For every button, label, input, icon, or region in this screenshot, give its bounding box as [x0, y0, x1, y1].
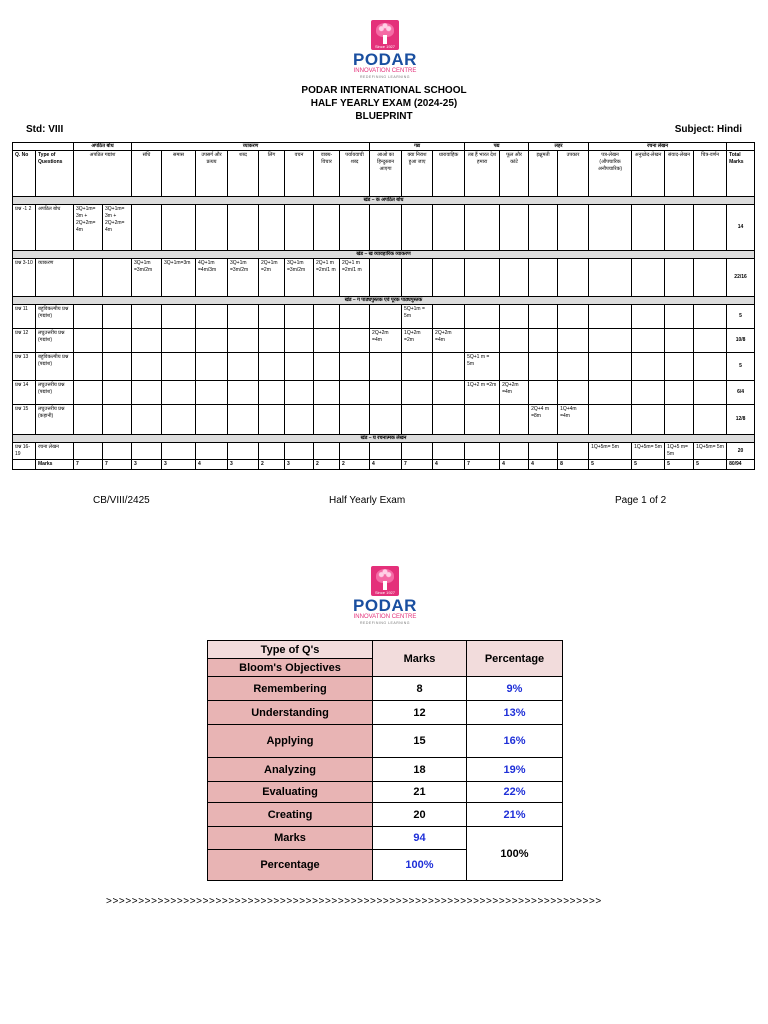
exam-name: HALF YEARLY EXAM (2024-25) — [310, 98, 458, 109]
document-titles — [0, 84, 768, 123]
marks-total-row: Marks 94 100% — [208, 827, 563, 850]
school-name: PODAR INTERNATIONAL SCHOOL — [301, 85, 467, 96]
col-gadya-3: धारावाहिक — [433, 151, 465, 197]
col-anuchhed: अनुच्छेद-लेखन — [632, 151, 665, 197]
col-padya-1: तब हैं भारत देश हमारा — [465, 151, 500, 197]
blooms-table — [207, 640, 563, 881]
col-type: Type of Questions — [36, 151, 74, 197]
blueprint-table — [12, 142, 755, 470]
col-shabd: शब्द — [228, 151, 259, 197]
doc-type: BLUEPRINT — [355, 111, 413, 122]
table-row: Creating 20 21% — [208, 803, 563, 827]
group-apathit: अपठित बोध — [74, 143, 132, 151]
col-upsarg: उपसर्ग और प्रत्यय — [196, 151, 228, 197]
footer-exam: Half Yearly Exam — [329, 495, 406, 506]
col-paryay: पर्यायवाची शब्द — [340, 151, 370, 197]
table-row: प्रश्न 15 लघुउत्तरीय प्रश्न (कहानी) 2Q+4 m =8m 1Q+4m =4m 12/8 — [13, 405, 755, 435]
marks-row: Marks 7 7 3 3 4 3 2 3 2 2 4 7 4 7 4 4 8 5 5 5 5 80/94 — [13, 460, 755, 470]
school-logo — [340, 566, 430, 626]
col-patra: पत्र-लेखन (औपचारिक अनौपचारिक) — [589, 151, 632, 197]
logo-sub: INNOVATION CENTRE — [353, 614, 417, 620]
group-rachna: रचना लेखन — [589, 143, 727, 151]
table-row: प्रश्न 13 बहुविकल्पीय प्रश्न (पद्यांश) 5Q+1 m = 5m 5 — [13, 353, 755, 381]
col-apathit-gadyansh: अपठित गद्यांश — [74, 151, 132, 197]
subject-label: Subject: Hindi — [674, 124, 742, 135]
table-row: प्रश्न 11 बहुविकल्पीय प्रश्न (गद्यांश) 5Q+1m = 5m 5 — [13, 305, 755, 329]
school-logo — [340, 20, 430, 80]
percentage-total-row: Percentage 100% — [208, 850, 563, 881]
table-row: Applying 15 16% — [208, 725, 563, 758]
logo-name: PODAR — [353, 596, 417, 615]
table-row: प्रश्न 3-10 व्याकरण 3Q+1m =3m/2m 3Q+1m=3m 4Q+1m =4m/3m 3Q+1m =3m/2m 2Q+1m =2m 3Q+1m =3m/2m 2Q+1 m =2m/1 m 2Q+1 m =2m/1 m 22/16 — [13, 259, 755, 297]
col-samas: समास — [162, 151, 196, 197]
col-padya-2: फूल और कांटे — [500, 151, 529, 197]
section-b: खंड – ख व्यावहारिक व्याकरण — [13, 251, 755, 259]
tree-icon: Since 1927 — [371, 566, 399, 596]
std-label: Std: VIII — [26, 124, 64, 135]
divider-arrows: >>>>>>>>>>>>>>>>>>>>>>>>>>>>>>>>>>>>>>>>>>>>>>>>>>>>>>>>>>>>>>>>>>>>>>>>>>>>> — [106, 896, 602, 907]
col-total: Total Marks — [727, 151, 755, 197]
section-c: खंड – ग पाठ्यपुस्तक एवं पूरक पाठ्यपुस्तक — [13, 297, 755, 305]
col-chitra: चित्र-वर्णन — [694, 151, 727, 197]
table-row: प्रश्न 14 लघुउत्तरीय प्रश्न (पद्यांश) 1Q+2 m =2m 2Q+2m =4m 6/4 — [13, 381, 755, 405]
group-gadya: गद्य — [370, 143, 465, 151]
table-row: प्रश्न 16-19 रचना लेखन 1Q+5m= 5m 1Q+5m= 5m 1Q+5 m= 5m 1Q+5m= 5m 20 — [13, 443, 755, 460]
table-row: Analyzing 18 19% — [208, 758, 563, 782]
header-objectives: Bloom's Objectives — [208, 659, 373, 677]
doc-code: CB/VIII/2425 — [93, 495, 150, 506]
table-row: प्रश्न -1 2 अपठित बोध 3Q+1m= 3m + 2Q+2m= 4m 3Q+1m= 3m + 2Q+2m= 4m 14 — [13, 205, 755, 251]
table-row: Remembering 8 9% — [208, 677, 563, 701]
col-vakya: वाक्य-विचार — [314, 151, 340, 197]
col-lahar-2: उपकार — [558, 151, 589, 197]
logo-sub: INNOVATION CENTRE — [353, 68, 417, 74]
table-row: Understanding 12 13% — [208, 701, 563, 725]
logo-tagline: REDEFINING LEARNING — [360, 621, 410, 625]
table-row: Evaluating 21 22% — [208, 782, 563, 803]
section-d: खंड – घ रचनात्मक लेखन — [13, 435, 755, 443]
group-vyakaran: व्याकरण — [132, 143, 370, 151]
group-lahar: लहर — [529, 143, 589, 151]
col-sandhi: संधि — [132, 151, 162, 197]
logo-name: PODAR — [353, 50, 417, 69]
col-samvad: संवाद-लेखन — [665, 151, 694, 197]
col-lahar-1: इक्षुमती — [529, 151, 558, 197]
header-percentage: Percentage — [467, 641, 563, 677]
col-qno: Q. No — [13, 151, 36, 197]
header-type: Type of Q's — [208, 641, 373, 659]
logo-tagline: REDEFINING LEARNING — [360, 75, 410, 79]
section-a: खंड – क अपठित बोध — [13, 197, 755, 205]
col-vachan: वचन — [285, 151, 314, 197]
col-gadya-2: क्या निराश हुआ जाए — [402, 151, 433, 197]
col-ling: लिंग — [259, 151, 285, 197]
col-gadya-1: आओ का हिन्दुस्तान आएगा — [370, 151, 402, 197]
table-row: प्रश्न 12 लघुउत्तरीय प्रश्न (गद्यांश) 2Q+2m =4m 1Q+2m =2m 2Q+2m =4m 10/8 — [13, 329, 755, 353]
page-number: Page 1 of 2 — [615, 495, 667, 506]
tree-icon: Since 1927 — [371, 20, 399, 50]
overall-percentage: 100% — [467, 827, 563, 881]
header-marks: Marks — [373, 641, 467, 677]
group-padya: पद्य — [465, 143, 529, 151]
